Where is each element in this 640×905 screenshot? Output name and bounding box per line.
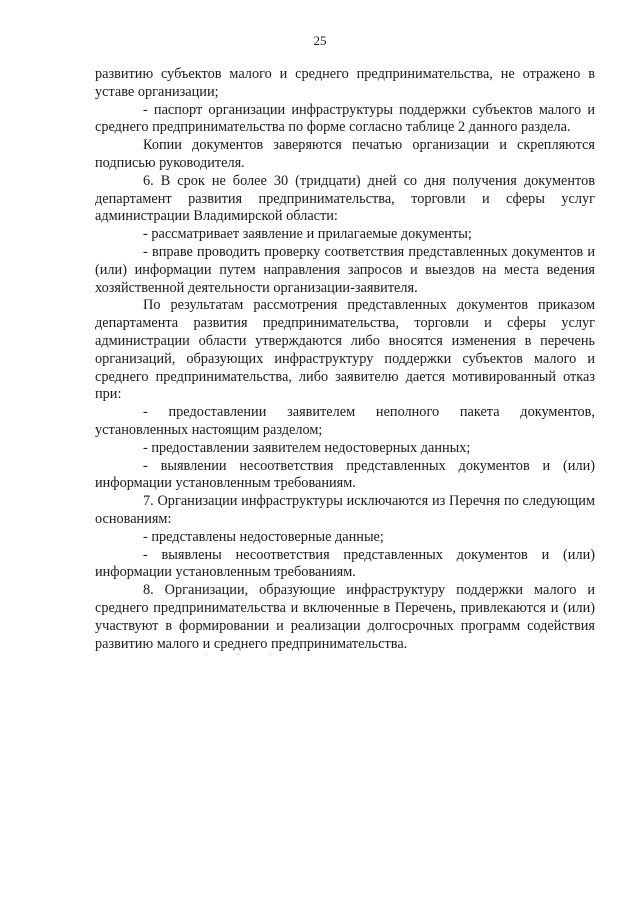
document-body <box>95 66 595 653</box>
paragraph-noncompliance: - выявлении несоответствия представленных документов и (или) информации установленным требованиям. <box>95 457 595 492</box>
paragraph-noncompliance-excluded: - выявлены несоответствия представленных документов и (или) информации установленным требованиям. <box>95 546 595 581</box>
paragraph-false-data: - предоставлении заявителем недостоверных данных; <box>143 439 471 456</box>
page-number: 25 <box>313 33 327 48</box>
paragraph-section-7: 7. Организации инфраструктуры исключаются из Перечня по следующим основаниям: <box>95 493 595 527</box>
paragraph-reviews-application: - рассматривает заявление и прилагаемые документы; <box>143 226 472 243</box>
paragraph-false-data-excluded: - представлены недостоверные данные; <box>143 528 384 545</box>
paragraph-section-8: 8. Организации, образующие инфраструктуру поддержки малого и среднего предпринимательства и включенные в Перечень, привлекаются и (или) участвуют в формировании и реализации долгосрочных программ содействия развитию малого и среднего предпринимательства. <box>95 582 595 652</box>
paragraph-verification-right: - вправе проводить проверку соответствия представленных документов и (или) информации путем направления запросов и выездов на места ведения хозяйственной деятельности организации-заявителя. <box>95 243 595 296</box>
paragraph-incomplete-package: - предоставлении заявителем неполного пакета документов, установленных настоящим разделом; <box>95 404 595 438</box>
paragraph-review-results: По результатам рассмотрения представленных документов приказом департамента развития предпринимательства, торговли и сферы услуг администрации области утверждаются либо вносятся изменения в перечень организаций, образующих инфраструктуру поддержки субъектов малого и среднего предпринимательства, либо заявителю дается мотивированный отказ при: <box>95 297 595 403</box>
paragraph-copies-certified: Копии документов заверяются печатью организации и скрепляются подписью руководителя. <box>95 137 595 171</box>
paragraph-section-6: 6. В срок не более 30 (тридцати) дней со дня получения документов департамент развития предпринимательства, торговли и сферы услуг администрации Владимирской области: <box>95 172 595 225</box>
paragraph-continuation: развитию субъектов малого и среднего предпринимательства, не отражено в уставе организации; <box>95 66 595 100</box>
scan-specks: · · · <box>205 651 286 659</box>
paragraph-passport-item: - паспорт организации инфраструктуры поддержки субъектов малого и среднего предпринимательства по форме согласно таблице 2 данного раздела. <box>95 101 595 136</box>
